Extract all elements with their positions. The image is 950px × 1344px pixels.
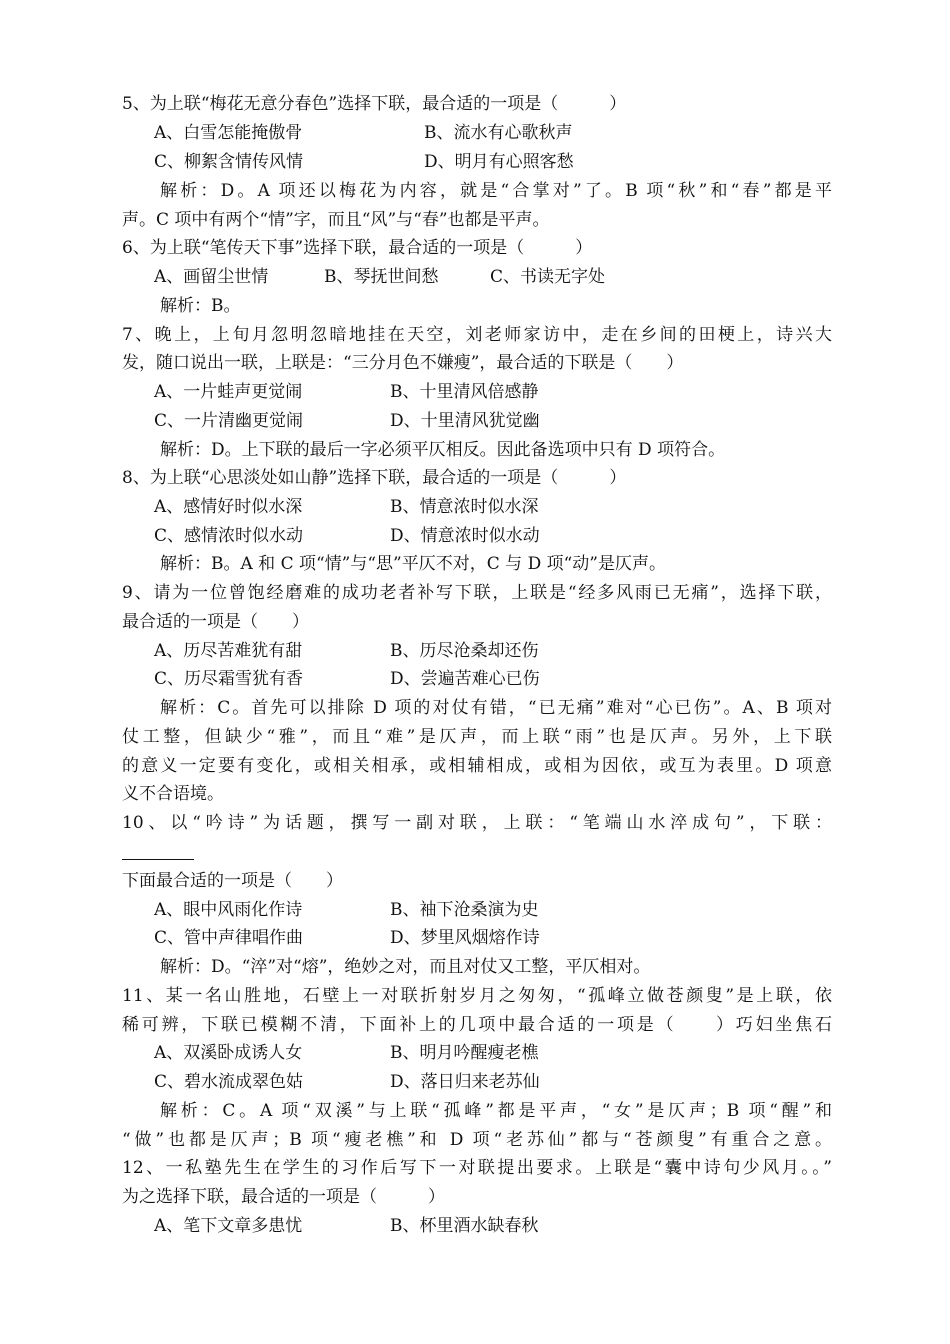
q11-analysis-line-2: “做”也都是仄声；B 项“瘦老樵”和 D 项“老苏仙”都与“苍颜叟”有重合之意。 — [122, 1130, 832, 1150]
q11-option-b: B、明月吟醒瘦老樵 — [390, 1043, 539, 1063]
q8-option-b: B、情意浓时似水深 — [390, 497, 539, 517]
q7-option-a: A、一片蛙声更觉闹 — [154, 382, 303, 402]
q6-option-c: C、书读无字处 — [490, 267, 606, 287]
q11-option-c: C、碧水流成翠色姑 — [154, 1072, 304, 1092]
question-12-stem-line-2: 为之选择下联，最合适的一项是（ ） — [122, 1187, 445, 1207]
q6-option-b: B、琴抚世间愁 — [324, 267, 439, 287]
q10-analysis: 解析：D。“淬”对“熔”，绝妙之对，而且对仗又工整，平仄相对。 — [160, 957, 651, 977]
q8-option-c: C、感情浓时似水动 — [154, 526, 304, 546]
q7-option-c: C、一片清幽更觉闹 — [154, 411, 304, 431]
q12-option-a: A、笔下文章多患忧 — [154, 1216, 303, 1236]
question-5-stem: 5、为上联“梅花无意分春色”选择下联，最合适的一项是（ ） — [122, 94, 627, 114]
q9-option-b: B、历尽沧桑却还伤 — [390, 641, 539, 661]
q7-option-d: D、十里清风犹觉幽 — [390, 411, 540, 431]
q7-analysis: 解析：D。上下联的最后一字必须平仄相反。因此备选项中只有 D 项符合。 — [160, 440, 726, 460]
q5-option-d: D、明月有心照客愁 — [424, 152, 574, 172]
q5-option-c: C、柳絮含情传风情 — [154, 152, 304, 172]
q6-option-a: A、画留尘世情 — [154, 267, 269, 287]
q7-option-b: B、十里清风倍感静 — [390, 382, 539, 402]
q8-option-d: D、情意浓时似水动 — [390, 526, 540, 546]
q8-analysis: 解析：B。A 和 C 项“情”与“思”平仄不对，C 与 D 项“动”是仄声。 — [160, 554, 666, 574]
question-10-stem-line-1: 10、以“吟诗”为话题，撰写一副对联，上联：“笔端山水淬成句”，下联： — [122, 813, 832, 833]
q9-analysis-line-3: 的意义一定要有变化，或相关相承，或相辅相成，或相为因依，或互为表里。D 项意 — [122, 756, 832, 776]
q9-analysis-line-4: 义不合语境。 — [122, 784, 224, 804]
q10-option-c: C、管中声律唱作曲 — [154, 928, 304, 948]
q11-option-a: A、双溪卧成诱人女 — [154, 1043, 303, 1063]
q9-analysis-line-2: 仗工整，但缺少“雅”，而且“难”是仄声，而上联“雨”也是仄声。另外，上下联 — [122, 727, 832, 747]
q9-option-d: D、尝遍苦难心已伤 — [390, 669, 540, 689]
q9-option-c: C、历尽霜雪犹有香 — [154, 669, 304, 689]
question-7-stem-line-2: 发，随口说出一联，上联是：“三分月色不嫌瘦”，最合适的下联是（ ） — [122, 353, 684, 373]
question-6-stem: 6、为上联“笔传天下事”选择下联，最合适的一项是（ ） — [122, 238, 593, 258]
q5-option-b: B、流水有心歌秋声 — [424, 123, 573, 143]
q11-option-d: D、落日归来老苏仙 — [390, 1072, 540, 1092]
q6-analysis: 解析：B。 — [160, 296, 241, 316]
q5-analysis-line-2: 声。C 项中有两个“情”字，而且“风”与“春”也都是平声。 — [122, 210, 550, 230]
question-11-stem-line-1: 11、某一名山胜地，石壁上一对联折射岁月之匆匆，“孤峰立做苍颜叟”是上联，依 — [122, 986, 832, 1006]
q10-option-b: B、袖下沧桑演为史 — [390, 900, 539, 920]
q5-option-a: A、白雪怎能掩傲骨 — [154, 123, 303, 143]
q11-analysis-line-1: 解析：C。A 项“双溪”与上联“孤峰”都是平声，“女”是仄声；B 项“醒”和 — [160, 1101, 832, 1121]
q9-option-a: A、历尽苦难犹有甜 — [154, 641, 303, 661]
question-12-stem-line-1: 12、一私塾先生在学生的习作后写下一对联提出要求。上联是“囊中诗句少风月。。” — [122, 1158, 832, 1178]
question-11-stem-line-2: 稀可辨，下联已模糊不清，下面补上的几项中最合适的一项是（ ）巧妇坐焦石 — [122, 1015, 832, 1035]
q5-analysis-line-1: 解析：D。A 项还以梅花为内容，就是“合掌对”了。B 项“秋”和“春”都是平 — [160, 181, 832, 201]
question-7-stem-line-1: 7、晚上，上旬月忽明忽暗地挂在天空，刘老师家访中，走在乡间的田梗上，诗兴大 — [122, 325, 832, 345]
q10-option-d: D、梦里风烟熔作诗 — [390, 928, 540, 948]
q9-analysis-line-1: 解析：C。首先可以排除 D 项的对仗有错，“已无痛”难对“心已伤”。A、B 项对 — [160, 698, 832, 718]
answer-blank-line — [122, 859, 194, 860]
question-8-stem: 8、为上联“心思淡处如山静”选择下联，最合适的一项是（ ） — [122, 468, 627, 488]
question-9-stem-line-2: 最合适的一项是（ ） — [122, 612, 309, 632]
question-10-stem-line-2: 下面最合适的一项是（ ） — [122, 871, 343, 891]
question-9-stem-line-1: 9、请为一位曾饱经磨难的成功老者补写下联，上联是“经多风雨已无痛”，选择下联， — [122, 583, 832, 603]
q12-option-b: B、杯里酒水缺春秋 — [390, 1216, 539, 1236]
q8-option-a: A、感情好时似水深 — [154, 497, 303, 517]
q10-option-a: A、眼中风雨化作诗 — [154, 900, 303, 920]
